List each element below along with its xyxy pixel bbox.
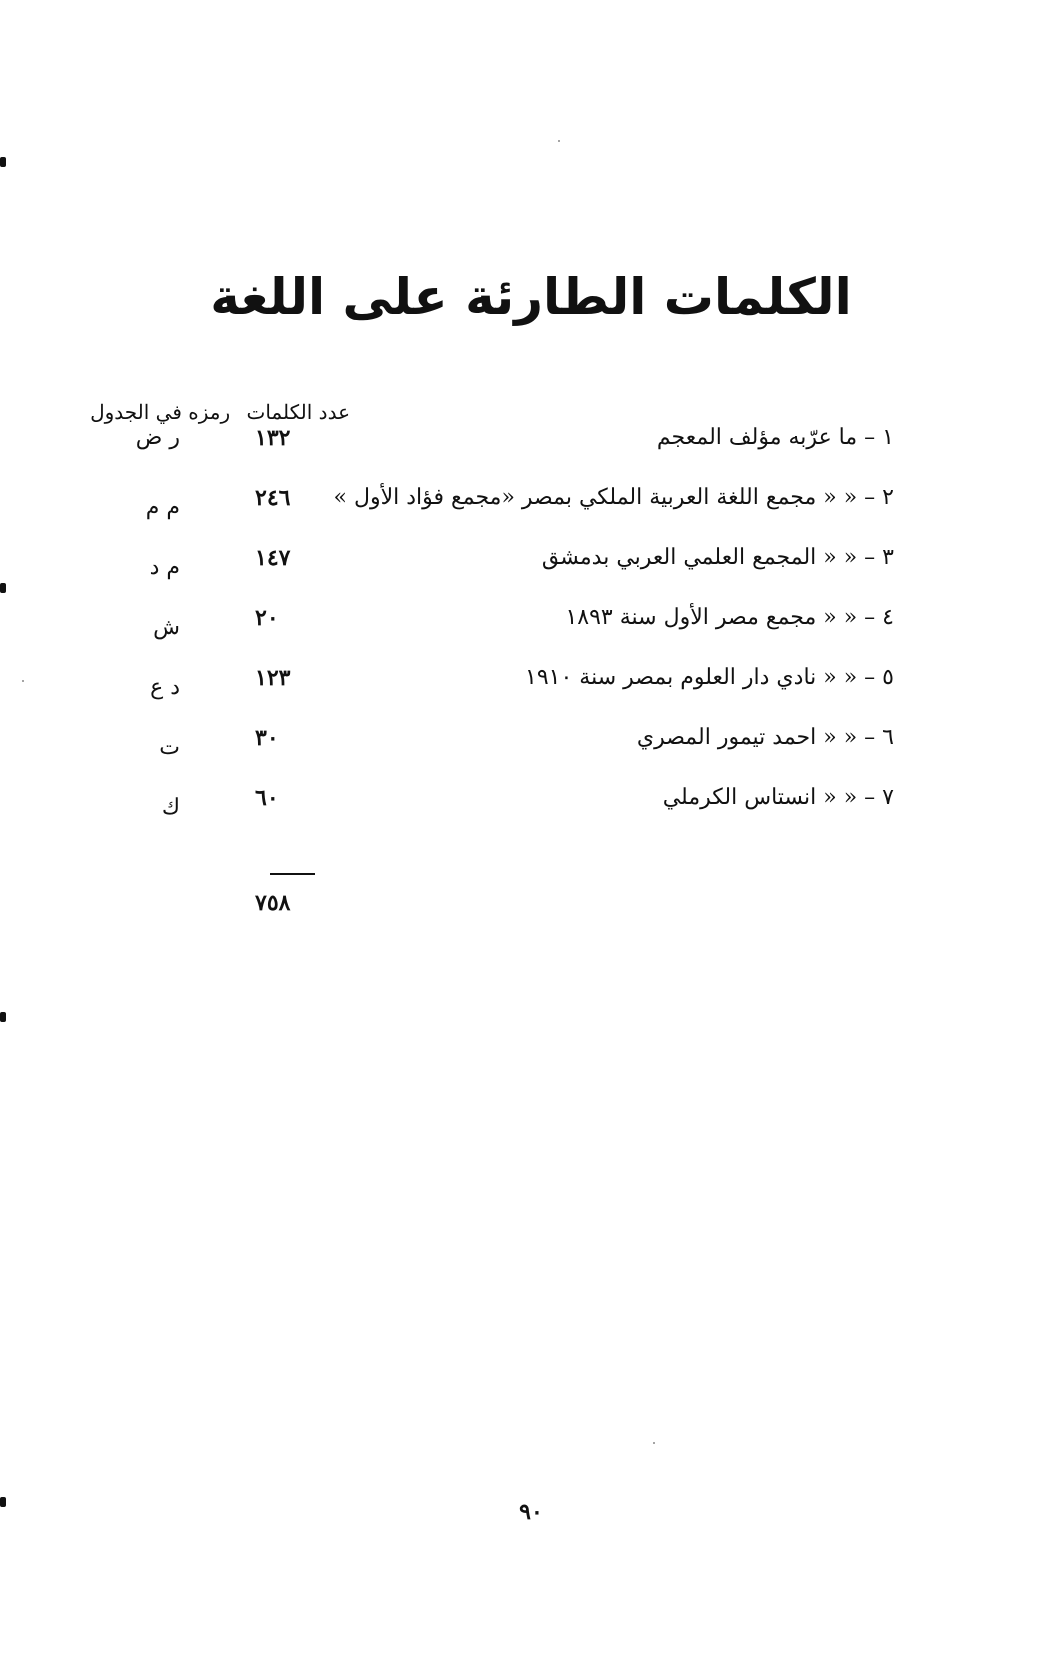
row-symbol: م م [145,495,180,520]
row-symbol: ش [153,615,180,640]
scan-edge-mark [0,583,6,593]
total-rule [270,873,315,875]
table-row [0,778,1062,818]
table-row [0,418,1062,458]
scan-speck [653,1442,655,1444]
row-description: ١ – ما عرّبه مؤلف المعجم [656,425,894,450]
row-description: ٢ – « « مجمع اللغة العربية الملكي بمصر «مجمع فؤاد الأول » [333,485,894,510]
row-description: ٥ – « « نادي دار العلوم بمصر سنة ١٩١٠ [525,665,894,690]
row-symbol: م د [149,555,180,580]
row-count: ٦٠ [255,785,279,811]
row-symbol: ت [159,735,180,760]
page-title: الكلمات الطارئة على اللغة [210,268,852,326]
row-count: ١٤٧ [255,545,291,571]
row-description: ٦ – « « احمد تيمور المصري [636,725,894,750]
header-count-label: عدد الكلمات [246,400,350,424]
table-row [0,478,1062,518]
row-description: ٤ – « « مجمع مصر الأول سنة ١٨٩٣ [565,605,894,630]
scan-edge-mark [0,1012,6,1022]
row-count: ٢٤٦ [255,485,291,511]
table-row [0,718,1062,758]
row-count: ١٣٢ [255,425,291,451]
scan-edge-mark [0,1497,6,1507]
row-symbol: د ع [150,675,180,700]
total-count: ٧٥٨ [255,890,291,916]
scan-edge-mark [0,157,6,167]
page-number: ٩٠ [519,1499,543,1525]
header-symbol-label: رمزه في الجدول [90,400,231,424]
row-count: ٢٠ [255,605,279,631]
scan-speck [558,140,560,142]
table-row [0,538,1062,578]
scan-speck [22,680,24,682]
row-count: ٣٠ [255,725,279,751]
row-symbol: ك [161,795,180,820]
row-count: ١٢٣ [255,665,291,691]
row-symbol: ر ض [135,425,180,450]
table-row [0,598,1062,638]
row-description: ٧ – « « انستاس الكرملي [662,785,894,810]
row-description: ٣ – « « المجمع العلمي العربي بدمشق [541,545,894,570]
table-row [0,658,1062,698]
